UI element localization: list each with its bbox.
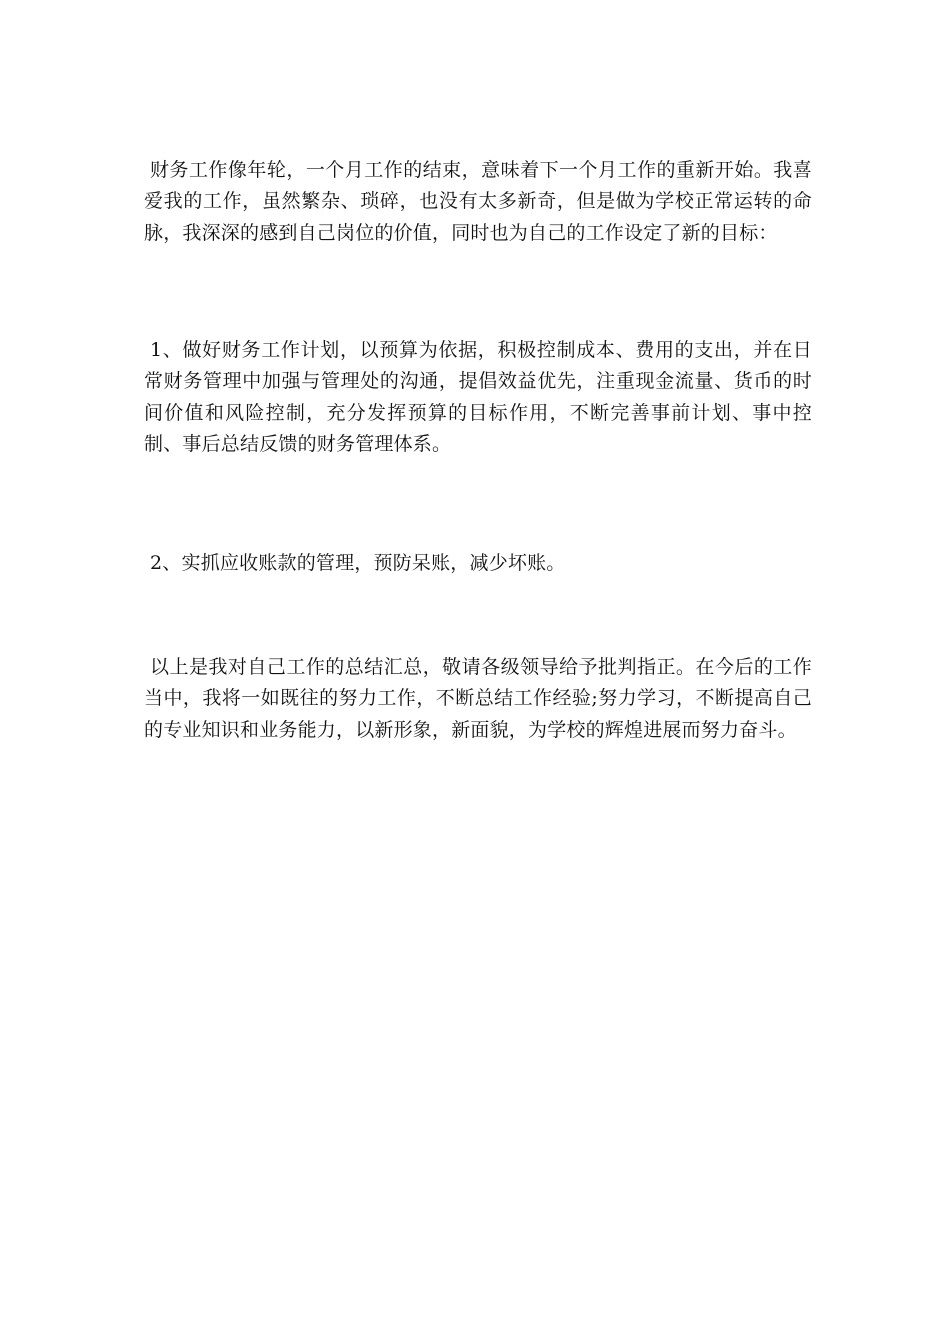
paragraph-intro: 财务工作像年轮，一个月工作的结束，意味着下一个月工作的重新开始。我喜爱我的工作，虽然繁杂、琐碎，也没有太多新奇，但是做为学校正常运转的命脉，我深深的感到自己岗位的价值，同时也为自己的工作设定了新的目标： [144, 159, 812, 244]
paragraph-goal-1: 1、做好财务工作计划，以预算为依据，积极控制成本、费用的支出，并在日常财务管理中加强与管理处的沟通，提倡效益优先，注重现金流量、货币的时间价值和风险控制，充分发挥预算的目标作用，不断完善事前计划、事中控制、事后总结反馈的财务管理体系。 [144, 339, 812, 455]
paragraph-goal-2: 2、实抓应收账款的管理，预防呆账，减少坏账。 [150, 552, 566, 574]
paragraph-conclusion: 以上是我对自己工作的总结汇总，敬请各级领导给予批判指正。在今后的工作当中，我将一如既往的努力工作，不断总结工作经验;努力学习，不断提高自己的专业知识和业务能力，以新形象，新面貌，为学校的辉煌进展而努力奋斗。 [144, 656, 812, 741]
